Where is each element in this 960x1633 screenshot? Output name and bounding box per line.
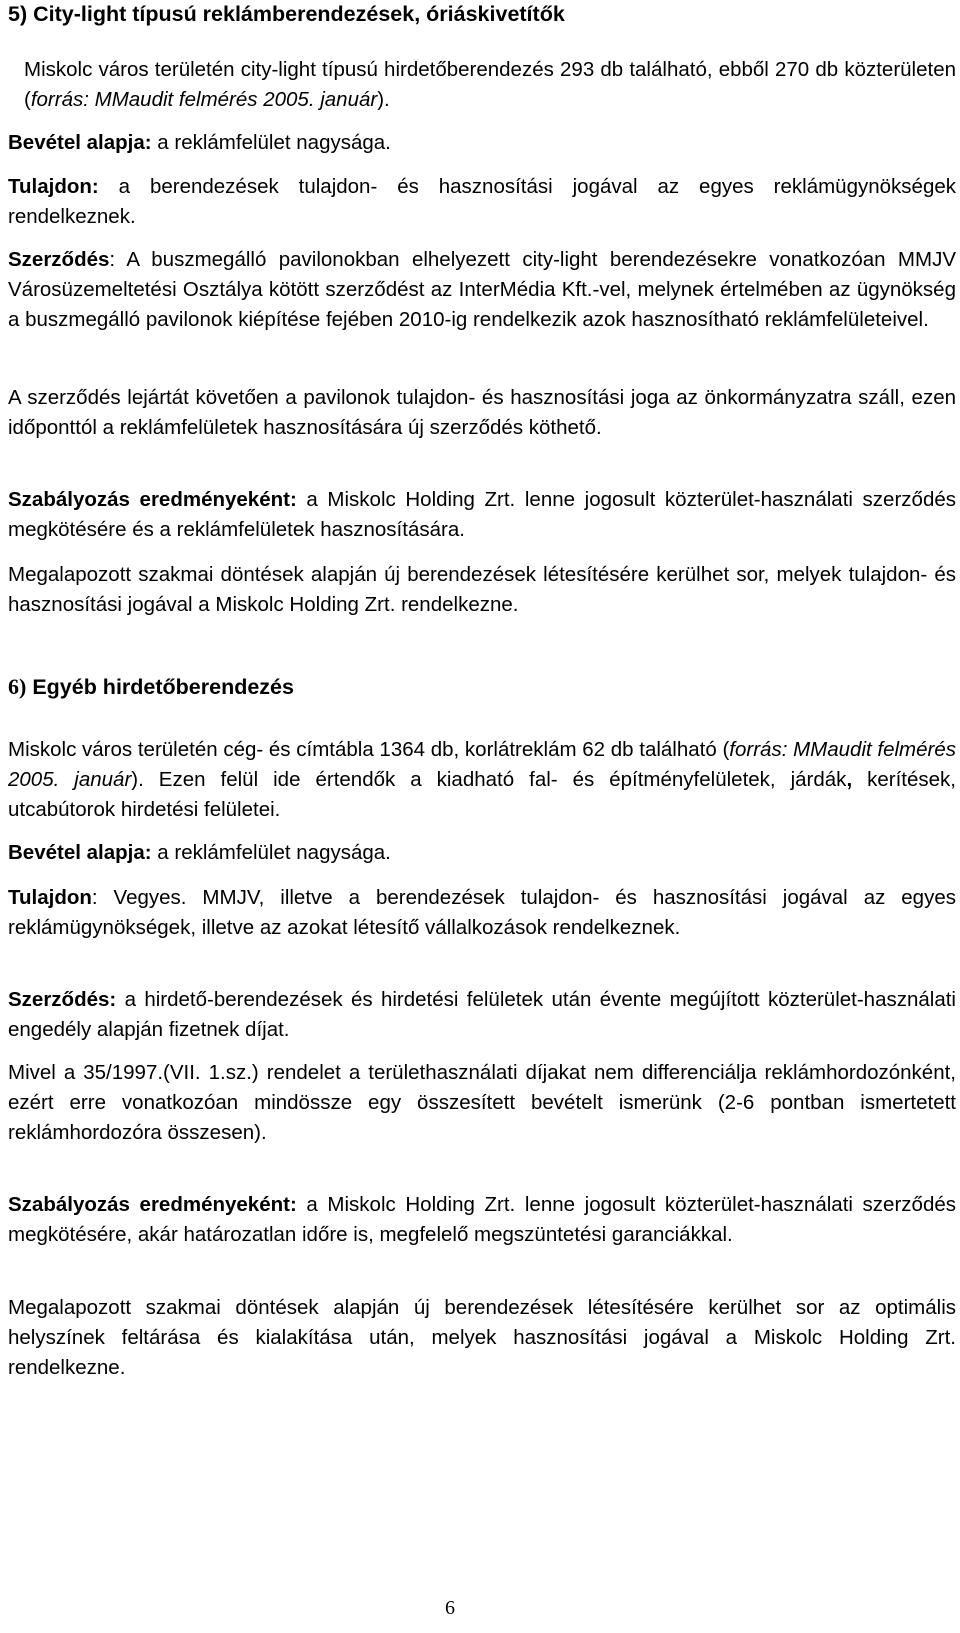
intro-text-mid: ). Ezen felül ide értendők a kiadható fal- és építményfelületek, járdák — [131, 768, 847, 791]
intro-source: forrás: MMaudit felmérés 2005. január — [30, 88, 378, 111]
intro-bold-comma: , — [846, 768, 853, 791]
regulation-label: Szabályozás eredményeként: — [8, 1193, 297, 1216]
section-5-heading: 5) City-light típusú reklámberendezések, óriáskivetítők — [8, 2, 565, 26]
owner-label: Tulajdon: — [8, 175, 99, 198]
section-5-owner — [8, 172, 956, 232]
section-5-revenue — [8, 128, 956, 158]
section-6-revenue — [8, 838, 956, 868]
section-5-founded: Megalapozott szakmai döntések alapján új berendezések létesítésére kerülhet sor, melyek tulajdon- és hasznosítási jogával a Miskolc Holding Zrt. rendelkezne. — [8, 563, 956, 616]
regulation-text: a Miskolc Holding Zrt. lenne jogosult közterület-használati szerződés megkötésére és a reklámfelületek hasznosítására. — [8, 488, 956, 541]
section-6-contract — [8, 985, 956, 1045]
section-5-expiry: A szerződés lejártát követően a pavilonok tulajdon- és hasznosítási joga az önkormányzatra száll, ezen időponttól a reklámfelületek hasznosítására új szerződés köthető. — [8, 386, 956, 439]
revenue-label: Bevétel alapja: — [8, 131, 152, 154]
section-5-contract — [8, 245, 956, 335]
revenue-text: a reklámfelület nagysága. — [151, 841, 391, 864]
section-6-owner — [8, 883, 956, 943]
intro-text-end: ). — [377, 88, 390, 111]
section-6-number: 6) — [8, 674, 27, 699]
section-5-intro — [24, 55, 956, 115]
contract-text: : A buszmegálló pavilonokban elhelyezett city-light berendezésekre vonatkozóan MMJV Városüzemeltetési Osztálya kötött szerződést az InterMédia Kft.-vel, melynek értelmében az ügynökség a buszmegálló pavilonok kiépítése fejében 2010-ig rendelkezik azok hasznosítható reklámfelületeivel. — [8, 248, 956, 331]
owner-text: a berendezések tulajdon- és hasznosítási jogával az egyes reklámügynökségek rendelkeznek. — [8, 175, 956, 228]
regulation-text: a Miskolc Holding Zrt. lenne jogosult közterület-használati szerződés megkötésére, akár határozatlan időre is, megfelelő megszüntetési garanciákkal. — [8, 1193, 956, 1246]
page-number: 6 — [445, 1597, 455, 1619]
revenue-label: Bevétel alapja: — [8, 841, 152, 864]
section-6-regulation — [8, 1190, 956, 1250]
contract-label: Szerződés — [8, 248, 110, 271]
intro-text-end: kerítések, utcabútorok hirdetési felületei. — [8, 768, 956, 821]
intro-text: Miskolc város területén city-light típusú hirdetőberendezés 293 db található, ebből 270 db közterületen ( — [24, 58, 956, 111]
contract-text: a hirdető-berendezések és hirdetési felületek után évente megújított közterület-használati engedély alapján fizetnek díjat. — [8, 988, 956, 1041]
section-6-heading — [8, 674, 294, 700]
section-6-founded: Megalapozott szakmai döntések alapján új berendezések létesítésére kerülhet sor az optimális helyszínek feltárása és kialakítása után, melyek hasznosítási jogával a Miskolc Holding Zrt. rendelkezne. — [8, 1296, 956, 1379]
section-6-fee: Mivel a 35/1997.(VII. 1.sz.) rendelet a területhasználati díjakat nem differenciálja reklámhordozónként, ezért erre vonatkozóan mindössze egy összesített bevételt ismerünk (2-6 pontban ismertetett reklámhordozóra összesen). — [8, 1061, 956, 1144]
owner-label: Tulajdon — [8, 886, 92, 909]
contract-label: Szerződés: — [8, 988, 117, 1011]
owner-text: : Vegyes. MMJV, illetve a berendezések tulajdon- és hasznosítási jogával az egyes reklámügynökségek, illetve az azokat létesítő vállalkozások rendelkeznek. — [8, 886, 956, 939]
regulation-label: Szabályozás eredményeként: — [8, 488, 297, 511]
section-6-title: Egyéb hirdetőberendezés — [32, 675, 294, 699]
intro-source: forrás: MMaudit felmérés 2005. január — [8, 738, 957, 791]
revenue-text: a reklámfelület nagysága. — [151, 131, 391, 154]
section-6-intro — [8, 735, 956, 825]
section-5-regulation — [8, 485, 956, 545]
intro-text: Miskolc város területén cég- és címtábla 1364 db, korlátreklám 62 db található ( — [8, 738, 730, 761]
